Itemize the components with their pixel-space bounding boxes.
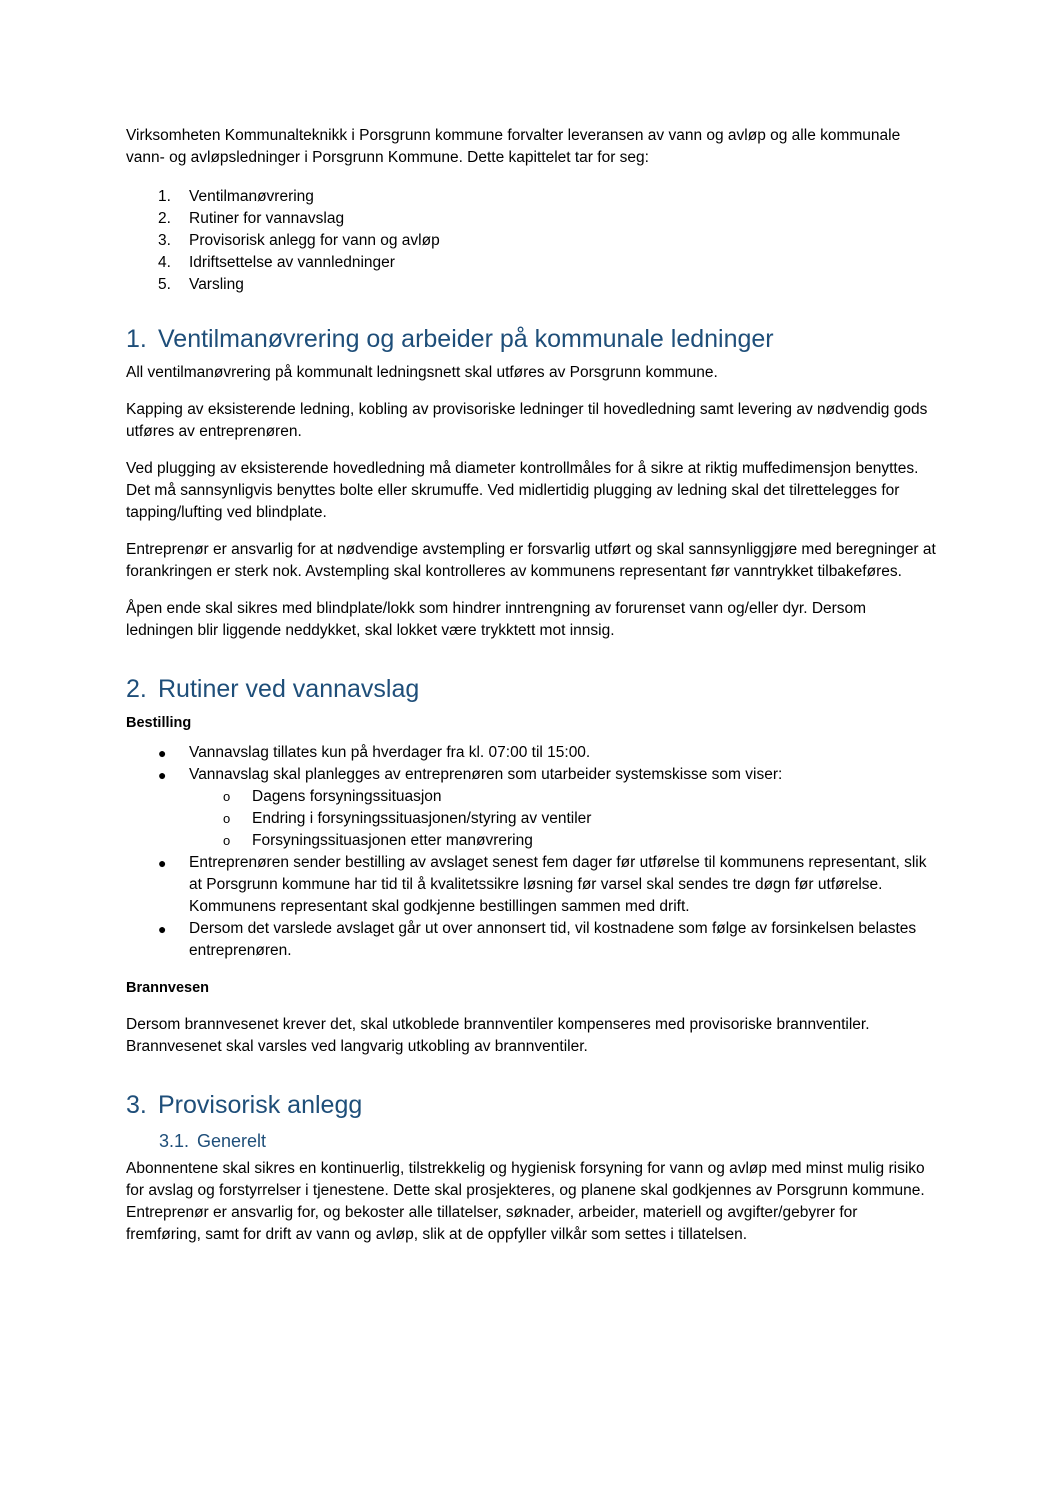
bullet-text: Dersom det varslede avslaget går ut over annonsert tid, vil kostnadene som følge av forsinkelsen belastes entreprenøren. [189,920,917,959]
bullet-item [126,852,936,918]
list-item [126,186,936,208]
heading-text: Provisorisk anlegg [158,1091,363,1119]
intro-paragraph: Virksomheten Kommunalteknikk i Porsgrunn kommune forvalter leveransen av vann og avløp og alle kommunale vann- og avløpsledninger i Porsgrunn Kommune. Dette kapittelet tar for seg: [126,127,901,166]
section-2-heading [126,672,936,706]
bullet-item [126,742,936,764]
subheading-brannvesen: Brannvesen [126,980,210,996]
document-page [126,125,936,1261]
bullet-icon: ● [158,767,167,783]
heading-number: 2. [126,675,147,703]
section-1-paragraph: Entreprenør er ansvarlig for at nødvendige avstempling er forsvarlig utført og skal sannsynliggjøre med beregninger at forankringen er sterk nok. Avstempling skal kontrolleres av kommunens representant før vanntrykket tilbakeføres. [126,541,936,580]
subheading-number: 3.1. [159,1131,190,1151]
section-1-heading [126,322,936,356]
circle-bullet-icon: o [223,811,231,826]
list-number: 5. [158,276,171,293]
section-3-heading [126,1088,936,1122]
bullet-text: Entreprenøren sender bestilling av avslaget senest fem dager før utførelse til kommunens representant, slik at Porsgrunn kommune har tid til å kvalitetssikre løsning før varsel skal sendes tre døgn før utførelse. Kommunens representant skal godkjenne bestillingen sammen med drift. [189,854,927,915]
list-item [126,208,936,230]
heading-number: 3. [126,1091,147,1119]
sub-bullet-item [189,808,936,830]
list-item [126,252,936,274]
bullet-icon: ● [158,745,167,761]
circle-bullet-icon: o [223,789,231,804]
subheading-bestilling: Bestilling [126,715,192,731]
heading-number: 1. [126,325,147,353]
list-item [126,274,936,296]
section-1-paragraph: Åpen ende skal sikres med blindplate/lokk som hindrer inntrengning av forurenset vann og/eller dyr. Dersom ledningen blir liggende neddykket, skal lokket være trykktett mot innsig. [126,600,867,639]
section-3-1-heading [159,1128,936,1154]
list-number: 1. [158,188,171,205]
list-label: Provisorisk anlegg for vann og avløp [189,232,440,249]
brannvesen-paragraph: Dersom brannvesenet krever det, skal utkoblede brannventiler kompenseres med provisoriske brannventiler. Brannvesenet skal varsles ved langvarig utkobling av brannventiler. [126,1016,870,1055]
list-number: 2. [158,210,171,227]
sub-bullet-text: Forsyningssituasjonen etter manøvrering [252,832,533,849]
bullet-text: Vannavslag tillates kun på hverdager fra kl. 07:00 til 15:00. [189,744,591,761]
heading-text: Rutiner ved vannavslag [158,675,420,703]
sub-bullet-item [189,786,936,808]
circle-bullet-icon: o [223,833,231,848]
section-1-paragraph: Ved plugging av eksisterende hovedledning må diameter kontrollmåles for å sikre at riktig muffedimensjon benyttes. Det må sannsynligvis benyttes bolte eller skrumuffe. Ved midlertidig plugging av ledning skal det tilrettelegges for tapping/lufting ved blindplate. [126,460,919,521]
sub-bullet-text: Dagens forsyningssituasjon [252,788,442,805]
list-label: Idriftsettelse av vannledninger [189,254,395,271]
bullet-item [126,764,936,852]
bullet-text: Vannavslag skal planlegges av entreprenøren som utarbeider systemskisse som viser: [189,766,783,783]
bullet-item [126,918,936,962]
bullet-icon: ● [158,921,167,937]
bestilling-bullet-list [126,742,936,962]
list-item [126,230,936,252]
list-number: 4. [158,254,171,271]
list-label: Varsling [189,276,244,293]
sub-bullet-list [189,786,936,852]
bullet-icon: ● [158,855,167,871]
chapter-contents-list [126,186,936,296]
list-label: Rutiner for vannavslag [189,210,345,227]
list-number: 3. [158,232,171,249]
section-3-1-paragraph: Abonnentene skal sikres en kontinuerlig, tilstrekkelig og hygienisk forsyning for vann og avløp med minst mulig risiko for avslag og forstyrrelser i tjenestene. Dette skal prosjekteres, og planene skal godkjennes av Porsgrunn kommune. Entreprenør er ansvarlig for, og bekoster alle tillatelser, søknader, arbeider, materiell og avgifter/gebyrer for fremføring, samt for drift av vann og avløp, slik at de oppfyller vilkår som settes i tillatelsen. [126,1160,925,1243]
sub-bullet-text: Endring i forsyningssituasjonen/styring av ventiler [252,810,592,827]
section-1-paragraph: Kapping av eksisterende ledning, kobling av provisoriske ledninger til hovedledning samt levering av nødvendig gods utføres av entreprenøren. [126,401,928,440]
sub-bullet-item [189,830,936,852]
section-1-paragraph: All ventilmanøvrering på kommunalt ledningsnett skal utføres av Porsgrunn kommune. [126,364,718,381]
list-label: Ventilmanøvrering [189,188,314,205]
subheading-text: Generelt [197,1131,267,1151]
heading-text: Ventilmanøvrering og arbeider på kommunale ledninger [158,325,774,353]
